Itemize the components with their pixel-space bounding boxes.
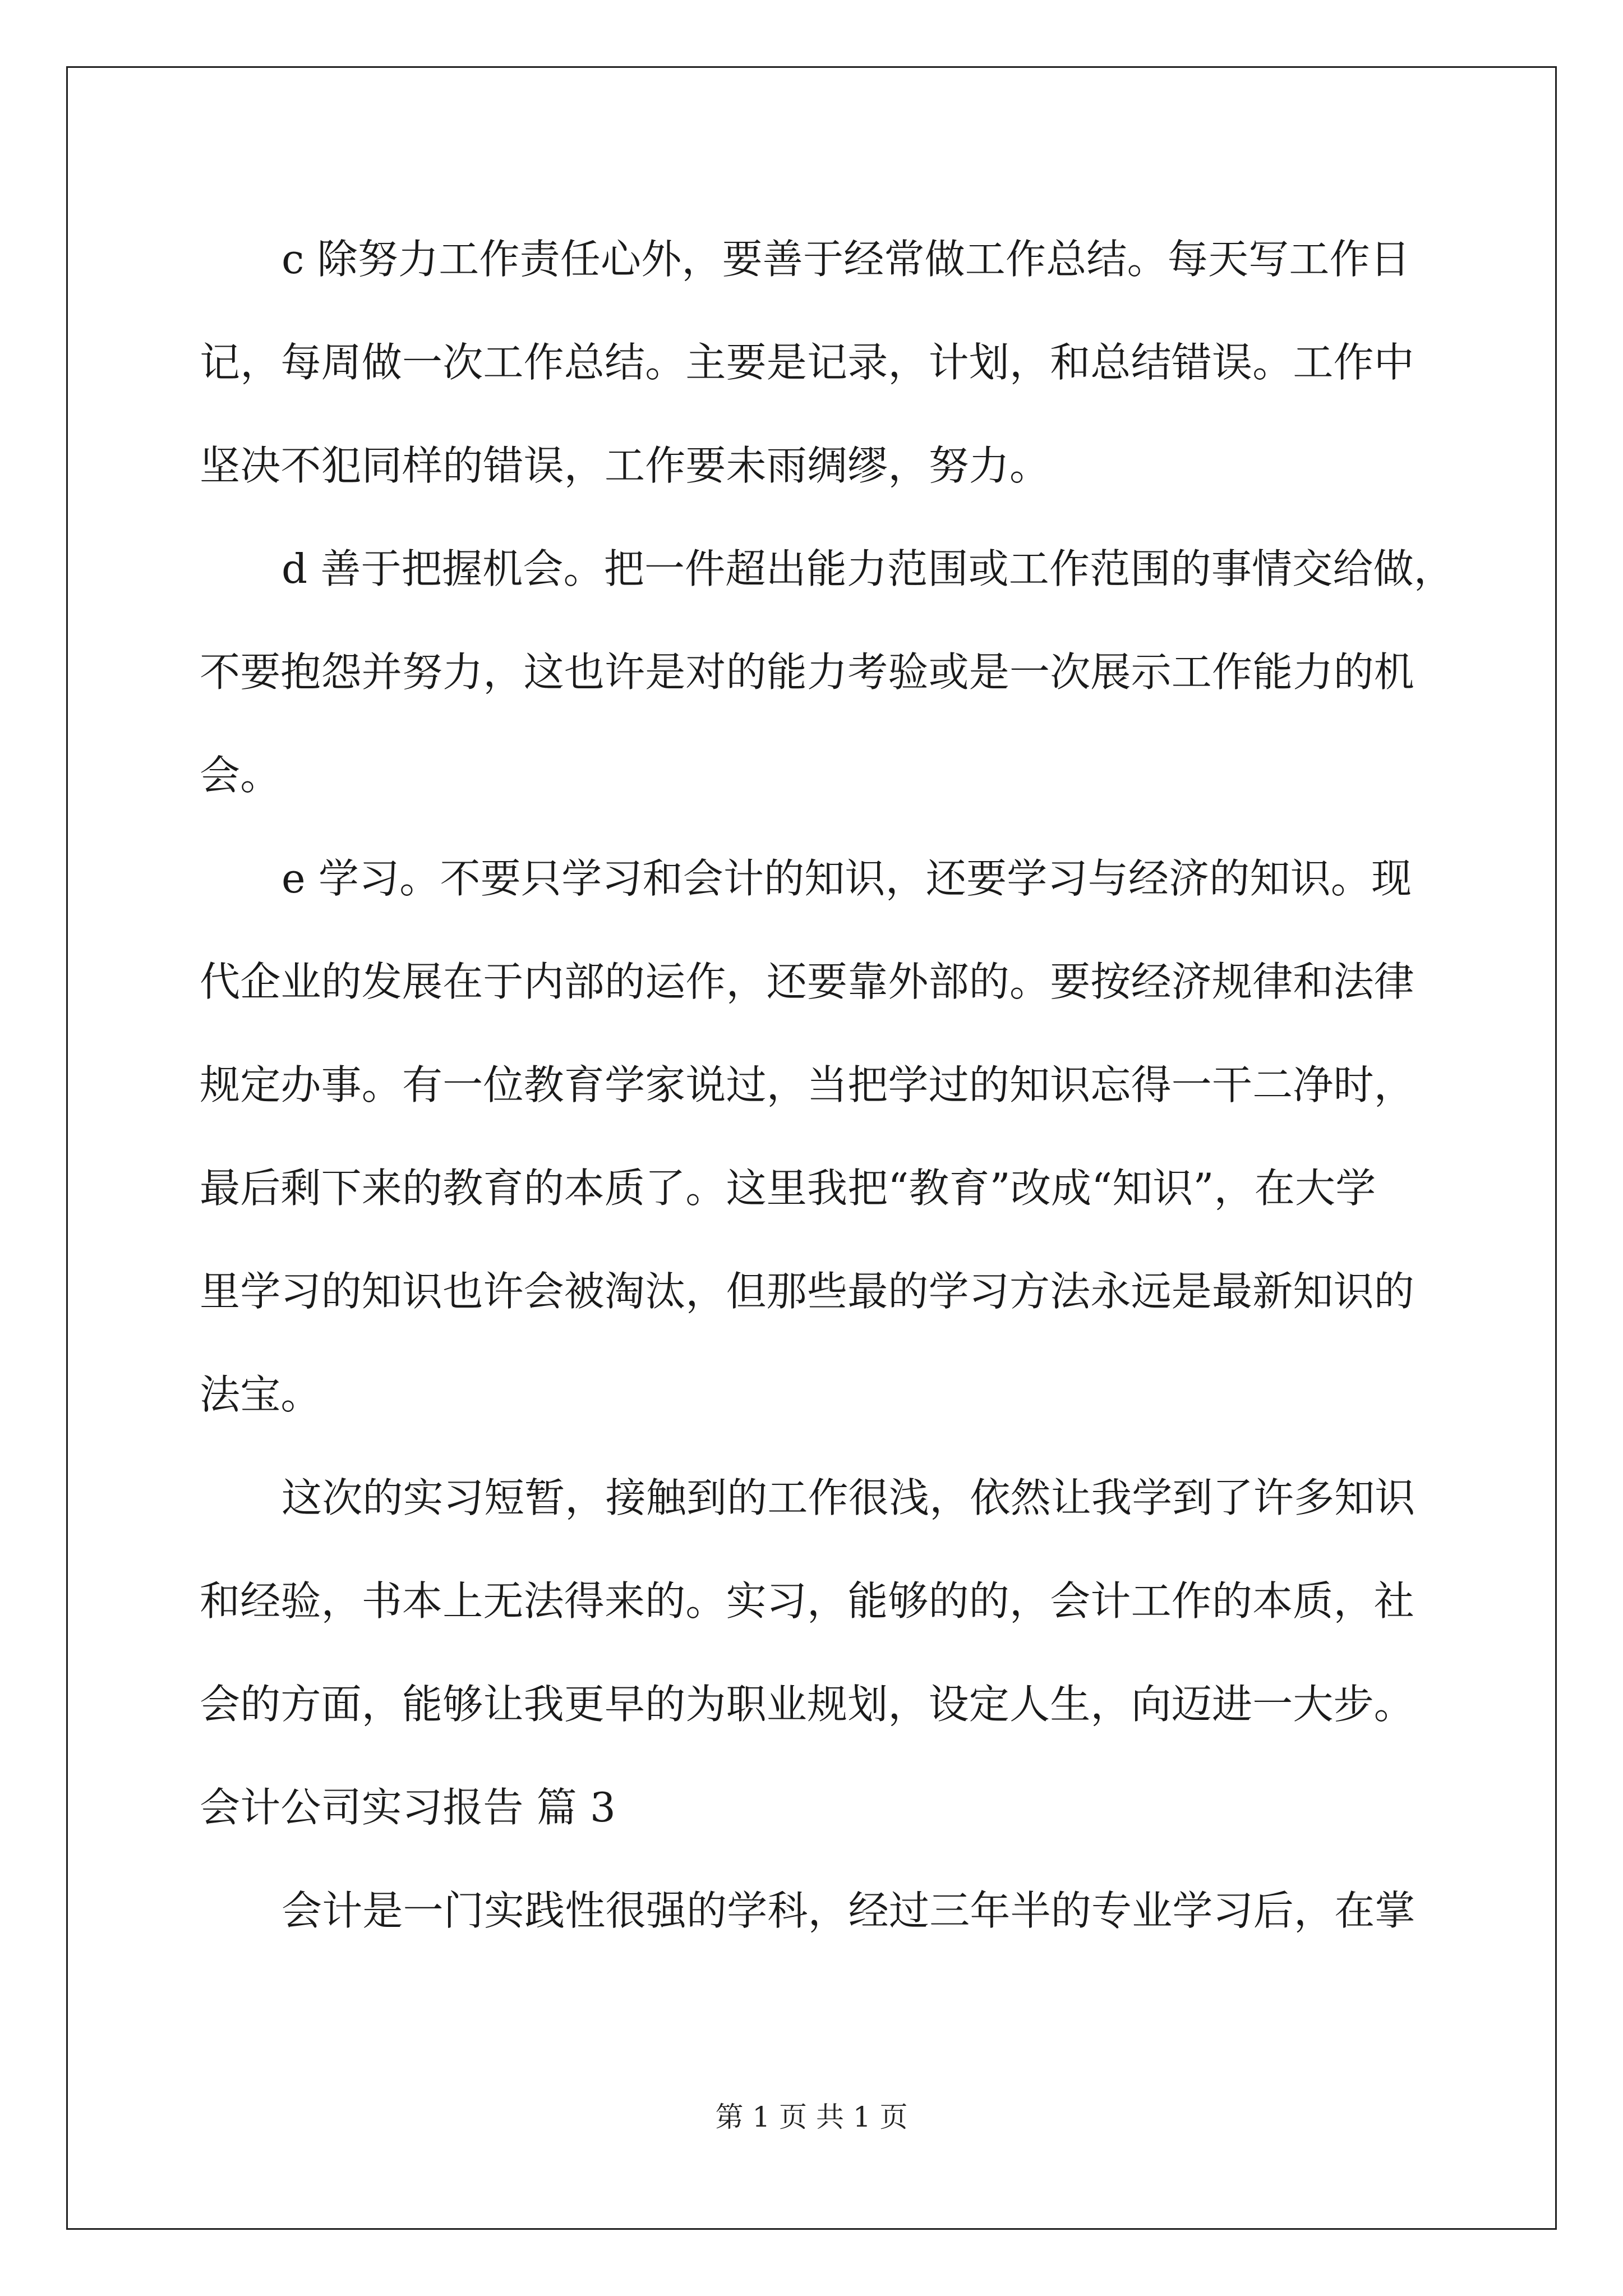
text-line: 里学习的知识也许会被淘汰，但那些最的学习方法永远是最新知识的 (200, 1268, 1415, 1315)
text-line: 会计是一门实践性很强的学科，经过三年半的专业学习后，在掌 (282, 1887, 1415, 1934)
document-body (200, 208, 1454, 1962)
page-footer (0, 2100, 1623, 2134)
text-line: 这次的实习短暂，接触到的工作很浅，依然让我学到了许多知识 (282, 1474, 1415, 1521)
text-line: c 除努力工作责任心外，要善于经常做工作总结。每天写工作日 (282, 236, 1411, 283)
text-line: 不要抱怨并努力，这也许是对的能力考验或是一次展示工作能力的机 (200, 648, 1415, 696)
text-line: 会的方面，能够让我更早的为职业规划，设定人生，向迈进一大步。 (200, 1681, 1415, 1728)
text-line: 坚决不犯同样的错误，工作要未雨绸缪，努力。 (200, 442, 1050, 489)
text-line: 最后剩下来的教育的本质了。这里我把“教育”改成“知识”，在大学 (200, 1165, 1376, 1212)
text-line: d 善于把握机会。把一件超出能力范围或工作范围的事情交给做， (282, 545, 1454, 592)
text-line: 规定办事。有一位教育学家说过，当把学过的知识忘得一干二净时， (200, 1061, 1415, 1108)
section-heading: 会计公司实习报告 篇 3 (200, 1784, 616, 1831)
text-line: e 学习。不要只学习和会计的知识，还要学习与经济的知识。现 (282, 855, 1412, 902)
page-number: 第 1 页 共 1 页 (715, 2101, 908, 2133)
text-line: 和经验，书本上无法得来的。实习，能够的的，会计工作的本质，社 (200, 1577, 1415, 1625)
text-line: 代企业的发展在于内部的运作，还要靠外部的。要按经济规律和法律 (200, 958, 1415, 1005)
text-line: 法宝。 (200, 1371, 321, 1418)
text-line: 会。 (200, 752, 281, 799)
text-line: 记，每周做一次工作总结。主要是记录，计划，和总结错误。工作中 (200, 339, 1415, 386)
